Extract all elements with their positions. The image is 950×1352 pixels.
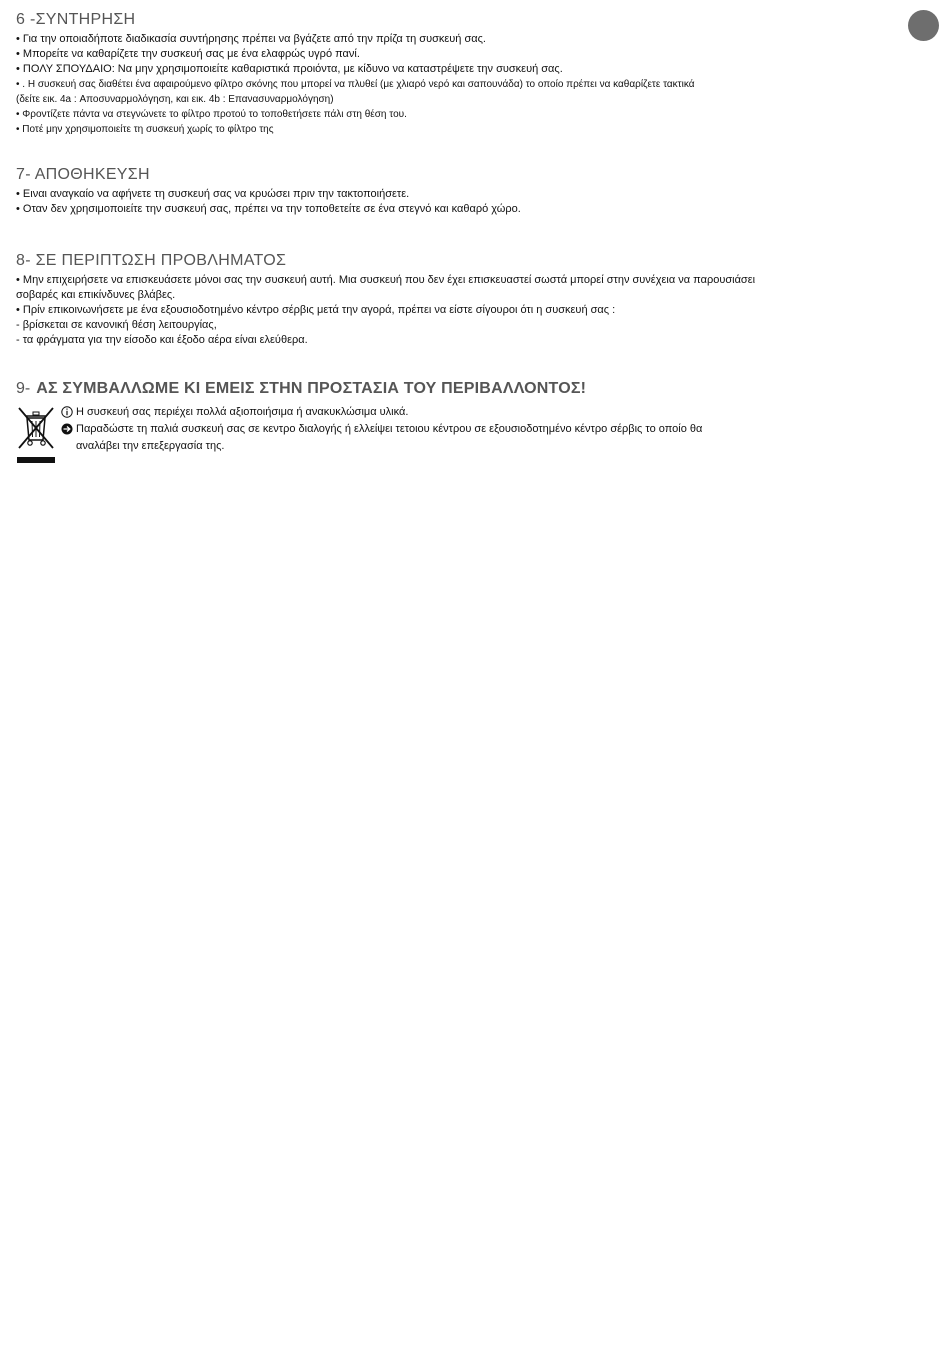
weee-crossed-bin-icon xyxy=(16,404,56,466)
text-line: (δείτε εικ. 4a : Αποσυναρμολόγηση, και εικ. 4b : Επανασυναρμολόγηση) xyxy=(16,94,334,105)
text-line: • Μπορείτε να καθαρίζετε την συσκευή σας με ένα ελαφρώς υγρό πανί. xyxy=(16,48,360,60)
text-line: • Ειναι αναγκαίο να αφήνετε τη συσκευή σας να κρυώσει πριν την τακτοποιήσετε. xyxy=(16,188,410,200)
text-line: - βρίσκεται σε κανονική θέση λειτουργίας, xyxy=(16,319,217,331)
section-troubleshooting xyxy=(16,251,921,348)
text-line: • Ποτέ μην χρησιμοποιείτε τη συσκευή χωρίς το φίλτρο της xyxy=(16,124,274,135)
text-line: - τα φράγματα για την είσοδο και έξοδο αέρα είναι ελεύθερα. xyxy=(16,334,308,346)
recycle-text-2: Παραδώστε τη παλιά συσκευή σας σε κεντρο διαλογής ή ελλείψει τετοιου κέντρου σε εξουσιοδοτημένο κέντρο σέρβις το οποίο θα xyxy=(76,423,703,435)
recycle-line-2 xyxy=(58,421,702,438)
text-line: • Φροντίζετε πάντα να στεγνώνετε το φίλτρο προτού το τοποθετήσετε πάλι στη θέση του. xyxy=(16,109,407,120)
section-storage xyxy=(16,165,921,217)
section-heading-storage: 7- ΑΠΟΘΗΚΕΥΣΗ xyxy=(16,166,150,183)
recycle-line-1 xyxy=(58,404,702,421)
section-maintenance xyxy=(16,10,921,137)
text-line: • Μην επιχειρήσετε να επισκευάσετε μόνοι σας την συσκευή αυτή. Μια συσκευή που δεν έχει επισκευαστεί σωστά μπορεί στην συνέχεια να παρουσιάσει xyxy=(16,274,756,286)
recycle-text-1: Η συσκευή σας περιέχει πολλά αξιοποιήσιμα ή ανακυκλώσιμα υλικά. xyxy=(76,406,409,418)
text-line: • . Η συσκευή σας διαθέτει ένα αφαιρούμενο φίλτρο σκόνης που μπορεί να πλυθεί (με χλιαρό νερό και σαπουνάδα) το οποίο πρέπει να καθαρίζετε τακτικά xyxy=(16,79,695,90)
section-number: 9- xyxy=(16,380,31,397)
section-heading-environment xyxy=(16,380,921,398)
text-line: • Για την οποιαδήποτε διαδικασία συντήρησης πρέπει να βγάζετε από την πρίζα τη συσκευή σας. xyxy=(16,33,486,45)
section-title: ΑΣ ΣΥΜΒΑΛΛΩΜΕ ΚΙ ΕΜΕΙΣ ΣΤΗΝ ΠΡΟΣΤΑΣΙΑ ΤΟΥ ΠΕΡΙΒΑΛΛΟΝΤΟΣ! xyxy=(36,380,587,397)
arrow-right-icon xyxy=(58,421,76,435)
text-line: • ΠΟΛΥ ΣΠΟΥΔΑΙΟ: Να μην χρησιμοποιείτε καθαριστικά προιόντα, με κίδυνο να καταστρέψετε την συσκευή σας. xyxy=(16,63,563,75)
section-heading-troubleshooting: 8- ΣΕ ΠΕΡΙΠΤΩΣΗ ΠΡΟΒΛΗΜΑΤΟΣ xyxy=(16,252,287,269)
section-environment xyxy=(16,380,921,466)
recycle-text-3: αναλάβει την επεξεργασία της. xyxy=(76,440,225,452)
text-line: σοβαρές και επικίνδυνες βλάβες. xyxy=(16,289,176,301)
section-heading-maintenance: 6 -ΣΥΝΤΗΡΗΣΗ xyxy=(16,11,136,28)
recycling-block xyxy=(16,404,921,466)
info-icon xyxy=(58,404,76,418)
text-line: • Πρίν επικοινωνήσετε με ένα εξουσιοδοτημένο κέντρο σέρβις μετά την αγορά, πρέπει να είστε σίγουροι ότι η συσκευή σας : xyxy=(16,304,616,316)
recycle-line-3 xyxy=(58,438,702,455)
text-line: • Οταν δεν χρησιμοποιείτε την συσκευή σας, πρέπει να την τοποθετείτε σε ένα στεγνό και καθαρό χώρο. xyxy=(16,203,521,215)
